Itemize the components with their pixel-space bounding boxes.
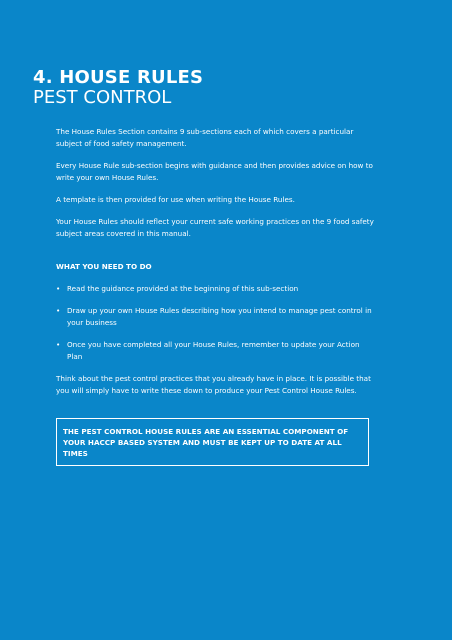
todo-list — [56, 283, 376, 363]
callout-box: THE PEST CONTROL HOUSE RULES ARE AN ESSENTIAL COMPONENT OF YOUR HACCP BASED SYSTEM AND MUST BE KEPT UP TO DATE AT ALL TIMES — [56, 418, 369, 466]
intro-paragraph: Every House Rule sub-section begins with guidance and then provides advice on how to write your own House Rules. — [56, 161, 373, 182]
todo-heading: WHAT YOU NEED TO DO — [56, 262, 152, 271]
page-heading — [33, 68, 203, 108]
body-content — [56, 126, 376, 466]
closing-paragraph: Think about the pest control practices that you already have in place. It is possible that you will simply have to write these down to produce your Pest Control House Rules. — [56, 374, 371, 395]
todo-item: • Draw up your own House Rules describing how you intend to manage pest control in your business — [56, 305, 376, 329]
intro-paragraph: A template is then provided for use when writing the House Rules. — [56, 195, 295, 204]
intro-paragraph: Your House Rules should reflect your current safe working practices on the 9 food safety subject areas covered in this manual. — [56, 217, 374, 238]
intro-paragraph: The House Rules Section contains 9 sub-sections each of which covers a particular subject of food safety management. — [56, 127, 354, 148]
section-subtitle: PEST CONTROL — [33, 87, 172, 108]
todo-item: • Read the guidance provided at the beginning of this sub-section — [56, 283, 376, 295]
todo-item: • Once you have completed all your House Rules, remember to update your Action Plan — [56, 339, 376, 363]
section-title: 4. HOUSE RULES — [33, 67, 204, 88]
